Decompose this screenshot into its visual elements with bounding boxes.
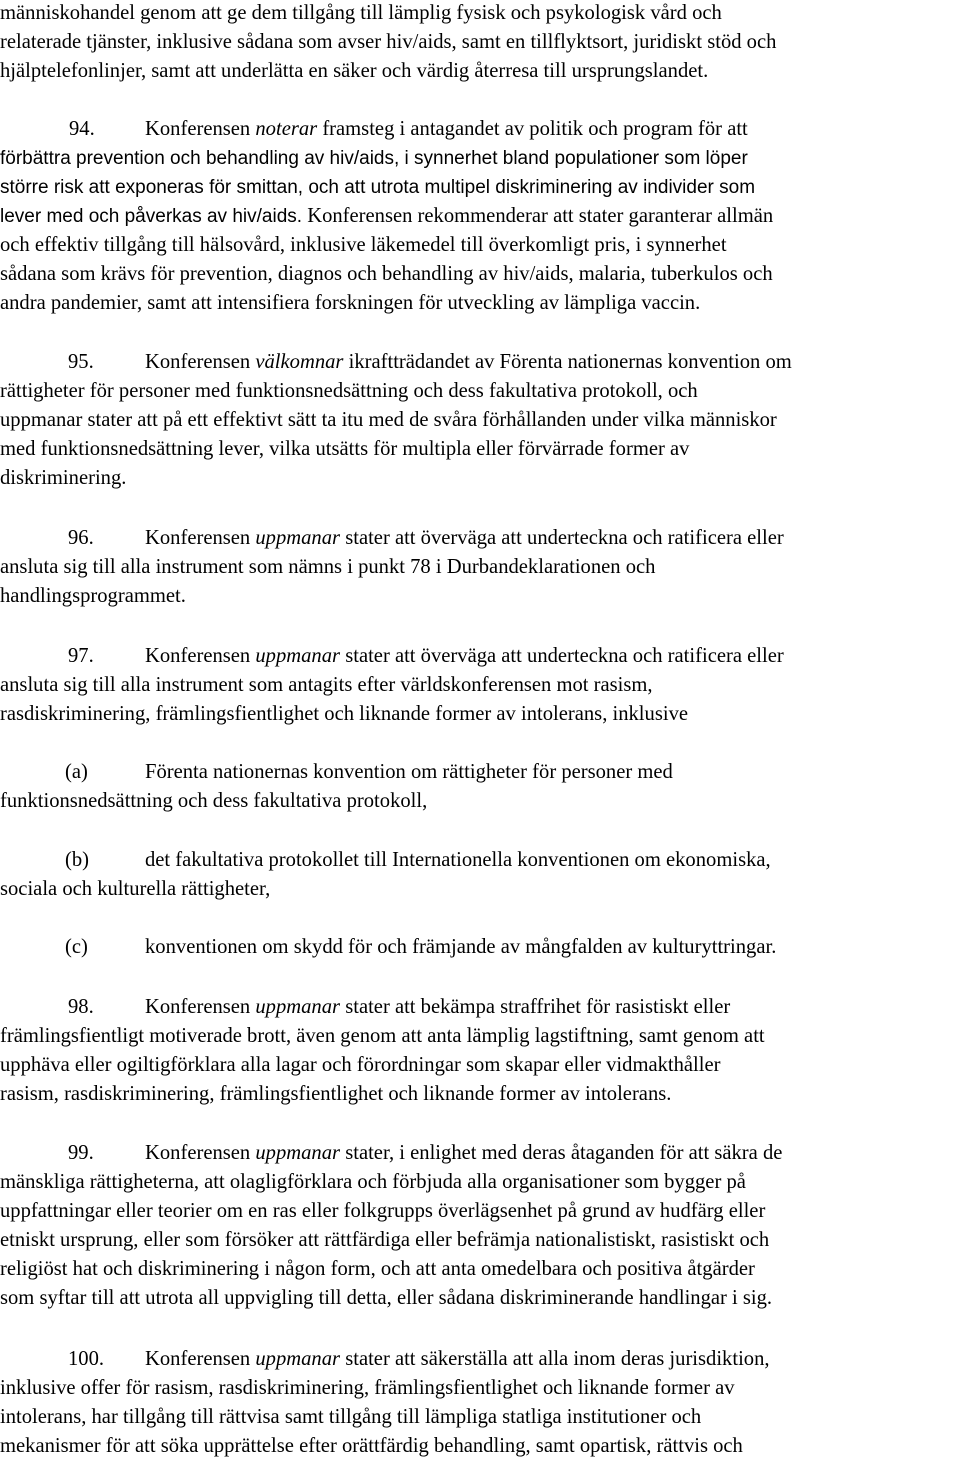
paragraph-number: 100.: [68, 1348, 105, 1370]
paragraph-number: 95.: [68, 351, 94, 373]
paragraph-subject: Konferensen: [145, 1142, 251, 1164]
text-line: [0, 202, 960, 231]
text-line: större risk att exponeras för smittan, och att utrota multipel diskriminering av individer som: [0, 177, 756, 198]
text-line: förbättra prevention och behandling av hiv/aids, i synnerhet bland populationer som löper: [0, 148, 748, 169]
text-line: funktionsnedsättning och dess fakultativa protokoll,: [0, 790, 428, 812]
text-segment: konventionen om skydd för och främjande av mångfalden av kulturyttringar.: [145, 936, 777, 958]
text-line: ansluta sig till alla instrument som nämns i punkt 78 i Durbandeklarationen och: [0, 556, 656, 578]
text-line: hjälptelefonlinjer, samt att underlätta en säker och värdig återresa till ursprungslandet.: [0, 60, 709, 82]
paragraph-subject: Konferensen: [145, 645, 251, 667]
paragraph-number: 97.: [68, 645, 94, 667]
text-segment: stater att överväga att underteckna och ratificera eller: [345, 527, 784, 549]
text-line: [0, 524, 960, 553]
text-line: rasism, rasdiskriminering, främlingsfientlighet och liknande former av intolerans.: [0, 1083, 672, 1105]
text-segment: stater att säkerställa att alla inom deras jurisdiktion,: [345, 1348, 770, 1370]
text-line: uppfattningar eller teorier om en ras eller folkgrupps överlägsenhet på grund av hudfärg eller: [0, 1200, 766, 1222]
text-segment: det fakultativa protokollet till Internationella konventionen om ekonomiska,: [145, 849, 771, 871]
paragraph-subject: Konferensen: [145, 1348, 251, 1370]
paragraph-96: [0, 524, 960, 611]
paragraph-subject: Konferensen: [145, 527, 251, 549]
text-segment: lever med och påverkas av hiv/aids.: [0, 206, 303, 227]
text-line: mänskliga rättigheterna, att olagligförklara och förbjuda alla organisationer som bygger på: [0, 1171, 746, 1193]
paragraph-subject: Konferensen: [145, 118, 251, 140]
text-segment: Förenta nationernas konvention om rättigheter för personer med: [145, 761, 673, 783]
text-line: handlingsprogrammet.: [0, 585, 186, 607]
text-line: rasdiskriminering, främlingsfientlighet och liknande former av intolerans, inklusive: [0, 703, 689, 725]
text-segment: stater, i enlighet med deras åtaganden för att säkra de: [345, 1142, 783, 1164]
paragraph-99: [0, 1139, 960, 1313]
paragraph-verb: uppmanar: [255, 996, 341, 1018]
text-line: människohandel genom att ge dem tillgång till lämplig fysisk och psykologisk vård och: [0, 2, 722, 24]
text-line: [0, 933, 960, 962]
list-item-label: (a): [65, 761, 88, 783]
text-segment: ikraftträdandet av Förenta nationernas konvention om: [348, 351, 792, 373]
list-item-a: [0, 758, 960, 816]
text-line: och effektiv tillgång till hälsovård, inklusive läkemedel till överkomligt pris, i synnerhet: [0, 234, 727, 256]
paragraph-verb: uppmanar: [255, 645, 341, 667]
text-line: [0, 115, 960, 144]
paragraph-94: [0, 115, 960, 318]
paragraph-number: 99.: [68, 1142, 94, 1164]
list-item-label: (c): [65, 936, 88, 958]
text-line: intolerans, har tillgång till rättvisa samt tillgång till lämpliga statliga institutioner och: [0, 1406, 702, 1428]
list-item-c: [0, 933, 960, 962]
paragraph-verb: noterar: [255, 118, 318, 140]
text-line: [0, 758, 960, 787]
text-line: [0, 348, 960, 377]
text-line: sådana som krävs för prevention, diagnos och behandling av hiv/aids, malaria, tuberkulos och: [0, 263, 773, 285]
text-line: [0, 846, 960, 875]
text-line: rättigheter för personer med funktionsnedsättning och dess fakultativa protokoll, och: [0, 380, 698, 402]
intro-paragraph: [0, 0, 960, 86]
paragraph-97: [0, 642, 960, 729]
text-line: främlingsfientligt motiverade brott, även genom att anta lämplig lagstiftning, samt genom att: [0, 1025, 765, 1047]
paragraph-98: [0, 993, 960, 1109]
text-segment: framsteg i antagandet av politik och program för att: [322, 118, 748, 140]
paragraph-number: 96.: [68, 527, 94, 549]
paragraph-100: [0, 1345, 960, 1460]
text-line: andra pandemier, samt att intensifiera forskningen för utveckling av lämpliga vaccin.: [0, 292, 701, 314]
text-segment: stater att bekämpa straffrihet för rasistiskt eller: [345, 996, 731, 1018]
text-line: [0, 1345, 960, 1374]
text-segment: Konferensen rekommenderar att stater garanterar allmän: [302, 205, 774, 227]
text-line: som syftar till att utrota all uppvigling till detta, eller sådana diskriminerande handlingar i sig.: [0, 1287, 773, 1309]
paragraph-verb: uppmanar: [255, 1142, 341, 1164]
paragraph-subject: Konferensen: [145, 351, 251, 373]
text-line: [0, 642, 960, 671]
text-line: etniskt ursprung, eller som försöker att rättfärdiga eller befrämja nationalistiskt, rasistiskt och: [0, 1229, 770, 1251]
text-line: [0, 993, 960, 1022]
text-line: ansluta sig till alla instrument som antagits efter världskonferensen mot rasism,: [0, 674, 653, 696]
paragraph-verb: välkomnar: [255, 351, 344, 373]
text-segment: stater att överväga att underteckna och ratificera eller: [345, 645, 784, 667]
text-line: diskriminering.: [0, 467, 127, 489]
text-line: relaterade tjänster, inklusive sådana som avser hiv/aids, samt en tillflyktsort, juridiskt stöd och: [0, 31, 777, 53]
text-line: sociala och kulturella rättigheter,: [0, 878, 271, 900]
paragraph-subject: Konferensen: [145, 996, 251, 1018]
text-line: religiöst hat och diskriminering i någon form, och att anta omedelbara och positiva åtgärder: [0, 1258, 755, 1280]
list-item-b: [0, 846, 960, 904]
paragraph-number: 98.: [68, 996, 94, 1018]
text-line: uppmanar stater att på ett effektivt sätt ta itu med de svåra förhållanden under vilka människor: [0, 409, 777, 431]
text-line: med funktionsnedsättning lever, vilka utsätts för multipla eller förvärrade former av: [0, 438, 690, 460]
text-line: mekanismer för att söka upprättelse efter orättfärdig behandling, samt opartisk, rättvis och: [0, 1435, 743, 1457]
list-item-label: (b): [65, 849, 90, 871]
text-line: inklusive offer för rasism, rasdiskriminering, främlingsfientlighet och liknande former av: [0, 1377, 735, 1399]
text-line: [0, 1139, 960, 1168]
paragraph-95: [0, 348, 960, 493]
paragraph-number: 94.: [69, 118, 95, 140]
text-line: upphäva eller ogiltigförklara alla lagar och förordningar som skapar eller vidmakthåller: [0, 1054, 721, 1076]
paragraph-verb: uppmanar: [255, 527, 341, 549]
paragraph-verb: uppmanar: [255, 1348, 341, 1370]
